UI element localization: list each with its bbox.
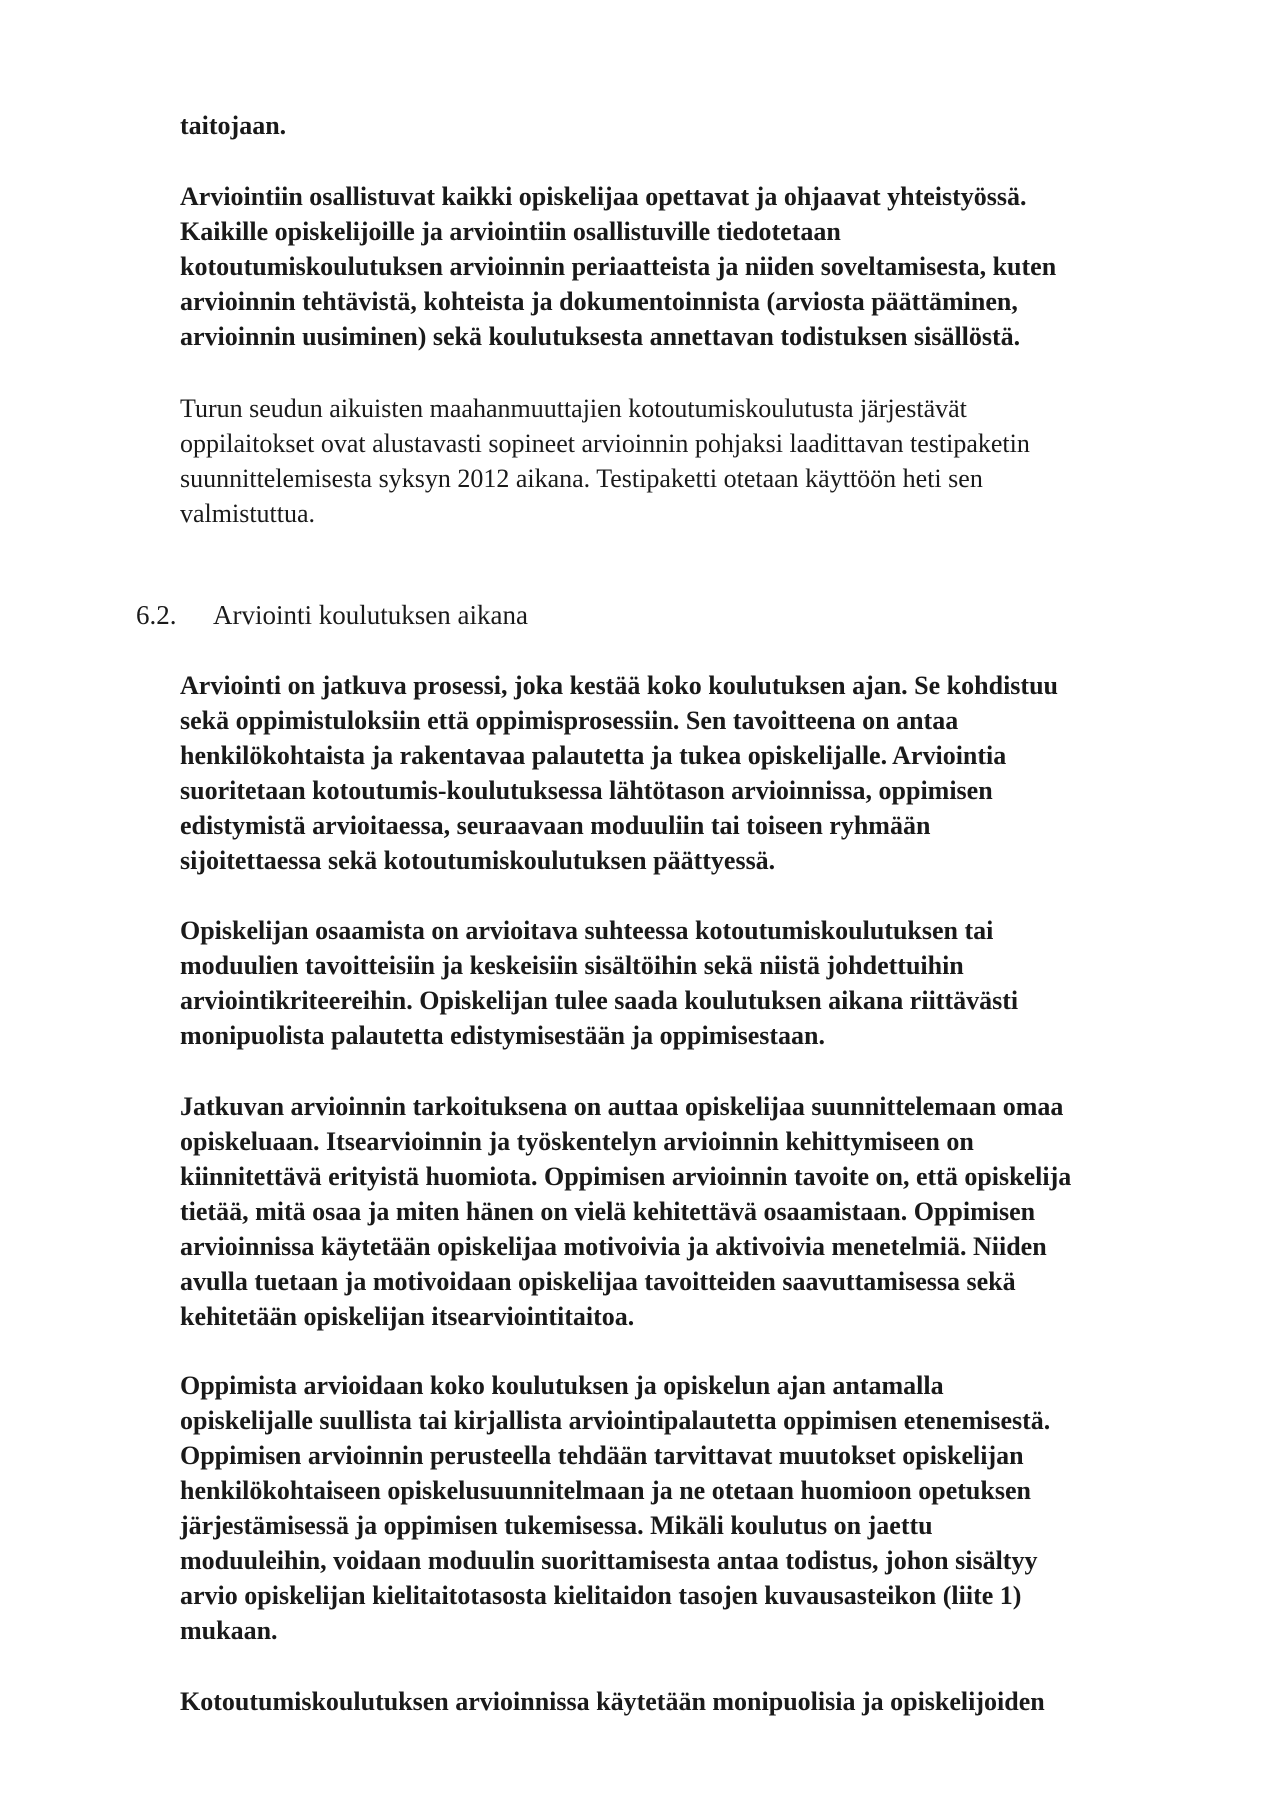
paragraph-jatkuvan-arvioinnin: Jatkuvan arvioinnin tarkoituksena on auttaa opiskelijaa suunnittelemaan omaa opiskeluaan. Itsearvioinnin ja työskentelyn arvioinnin kehittymiseen on kiinnitettävä erityistä huomiota. Oppimisen arvioinnin tavoite on, että opiskelija tietää, mitä osaa ja miten hänen on vielä kehitettävä osaamistaan. Oppimisen arvioinnissa käytetään opiskelijaa motivoivia ja aktivoivia menetelmiä. Niiden avulla tuetaan ja motivoidaan opiskelijaa tavoitteiden saavuttamisessa sekä kehitetään opiskelijan itsearviointitaitoa. bbox=[180, 1092, 1072, 1331]
section-number: 6.2. bbox=[136, 600, 177, 630]
section-title: Arviointi koulutuksen aikana bbox=[213, 600, 528, 630]
paragraph-kotoutumiskoulutuksen: Kotoutumiskoulutuksen arvioinnissa käytetään monipuolisia ja opiskelijoiden bbox=[180, 1687, 1045, 1716]
paragraph-arviointiin-osallistuvat: Arviointiin osallistuvat kaikki opiskelijaa opettavat ja ohjaavat yhteistyössä. Kaikille opiskelijoille ja arviointiin osallistuville tiedotetaan kotoutumiskoulutuksen arvioinnin periaatteista ja niiden soveltamisesta, kuten arvioinnin tehtävistä, kohteista ja dokumentoinnista (arviosta päättäminen, arvioinnin uusiminen) sekä koulutuksesta annettavan todistuksen sisällöstä. bbox=[180, 182, 1057, 351]
paragraph-oppimista-arvioidaan: Oppimista arvioidaan koko koulutuksen ja opiskelun ajan antamalla opiskelijalle suullista tai kirjallista arviointipalautetta oppimisen etenemisestä. Oppimisen arvioinnin perusteella tehdään tarvittavat muutokset opiskelijan henkilökohtaiseen opiskelusuunnitelmaan ja ne otetaan huomioon opetuksen järjestämisessä ja oppimisen tukemisessa. Mikäli koulutus on jaettu moduuleihin, voidaan moduulin suorittamisesta antaa todistus, johon sisältyy arvio opiskelijan kielitaitotasosta kielitaidon tasojen kuvausasteikon (liite 1) mukaan. bbox=[180, 1371, 1051, 1645]
paragraph-arviointi-jatkuva: Arviointi on jatkuva prosessi, joka kestää koko koulutuksen ajan. Se kohdistuu sekä oppimistuloksiin että oppimisprosessiin. Sen tavoitteena on antaa henkilökohtaista ja rakentavaa palautetta ja tukea opiskelijalle. Arviointia suoritetaan kotoutumis-koulutuksessa lähtötason arvioinnissa, oppimisen edistymistä arvioitaessa, seuraavaan moduuliin tai toiseen ryhmään sijoitettaessa sekä kotoutumiskoulutuksen päättyessä. bbox=[180, 671, 1058, 875]
paragraph-opiskelijan-osaamista: Opiskelijan osaamista on arvioitava suhteessa kotoutumiskoulutuksen tai moduulien tavoitteisiin ja keskeisiin sisältöihin sekä niistä johdettuihin arviointikriteereihin. Opiskelijan tulee saada koulutuksen aikana riittävästi monipuolista palautetta edistymisestään ja oppimisestaan. bbox=[180, 916, 1019, 1050]
paragraph-continuation: taitojaan. bbox=[180, 111, 287, 140]
paragraph-turun-seudun: Turun seudun aikuisten maahanmuuttajien kotoutumiskoulutusta järjestävät oppilaitokset ovat alustavasti sopineet arvioinnin pohjaksi laadittavan testipaketin suunnittelemisesta syksyn 2012 aikana. Testipaketti otetaan käyttöön heti sen valmistuttua. bbox=[180, 394, 1030, 528]
